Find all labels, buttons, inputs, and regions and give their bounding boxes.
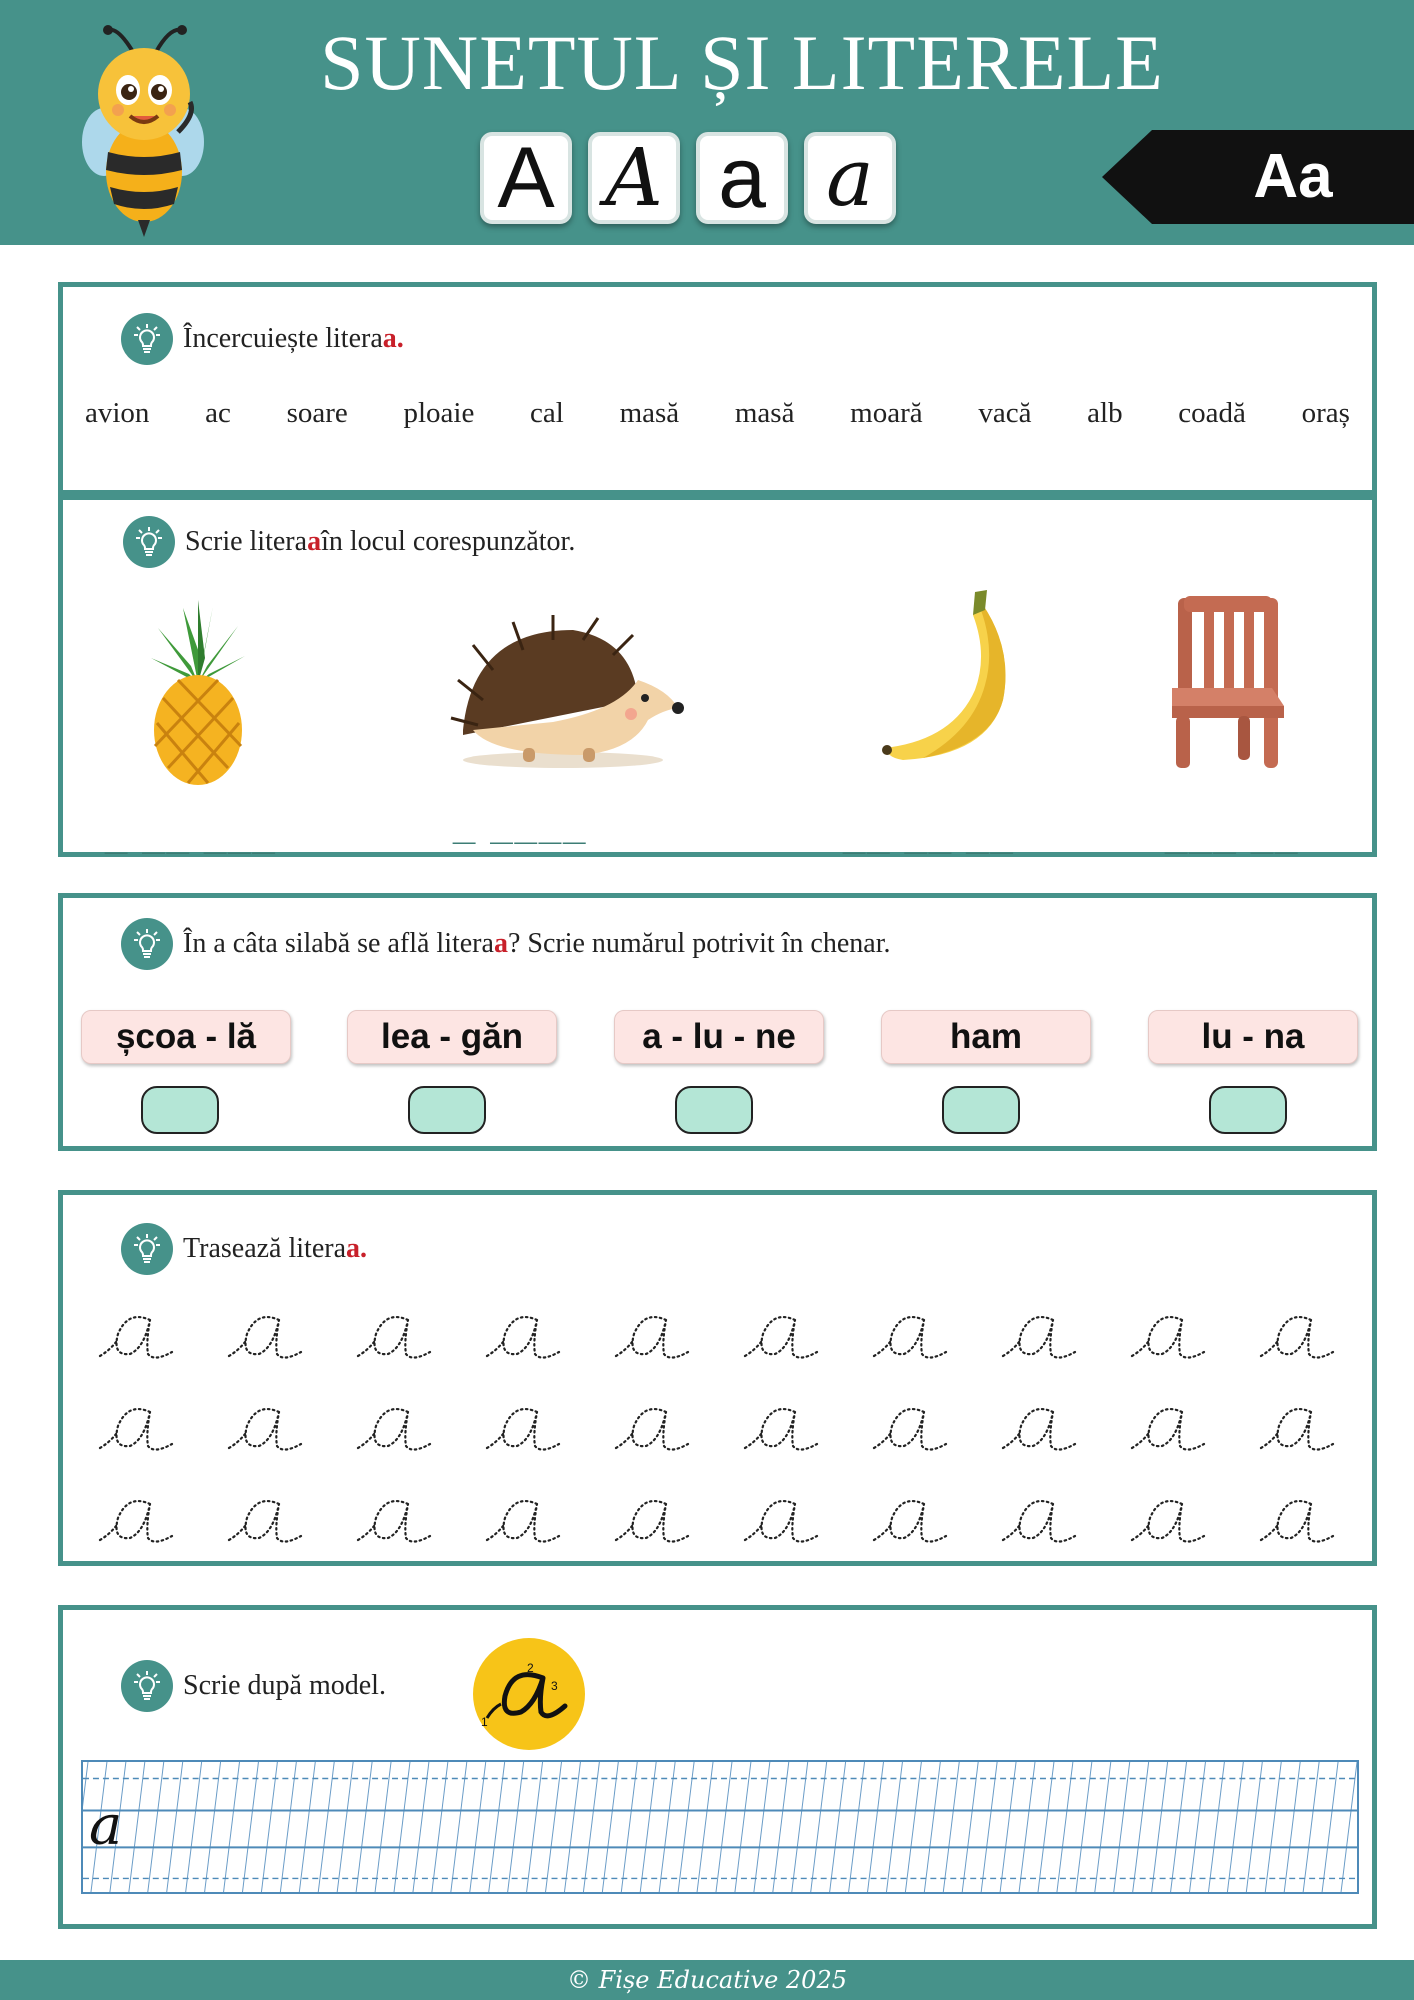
dotted-letter-icon bbox=[872, 1298, 952, 1368]
stroke-number: 1 bbox=[481, 1715, 488, 1729]
letter-tile-cursive-lower: a bbox=[804, 132, 896, 224]
banana-icon bbox=[863, 580, 1063, 780]
word-item[interactable]: alb bbox=[1087, 397, 1123, 429]
dotted-letter-icon bbox=[872, 1482, 952, 1552]
word-item[interactable]: coadă bbox=[1178, 397, 1246, 429]
trace-letter-cell[interactable] bbox=[73, 1287, 202, 1379]
letter-tile-print-lower: a bbox=[696, 132, 788, 224]
trace-letter-cell[interactable] bbox=[73, 1471, 202, 1563]
trace-letter-cell[interactable] bbox=[847, 1287, 976, 1379]
trace-letter-cell[interactable] bbox=[589, 1471, 718, 1563]
answer-dashes[interactable]: _ ____ bbox=[453, 804, 588, 848]
dotted-letter-icon bbox=[227, 1298, 307, 1368]
trace-letter-cell[interactable] bbox=[1105, 1287, 1234, 1379]
handwriting-lines[interactable] bbox=[81, 1760, 1359, 1894]
trace-letter-cell[interactable] bbox=[460, 1471, 589, 1563]
syllable-card: lu - na bbox=[1148, 1010, 1358, 1064]
letter-tile-cursive-upper: A bbox=[588, 132, 680, 224]
word-item[interactable]: ploaie bbox=[403, 397, 475, 429]
dotted-letter-icon bbox=[1130, 1390, 1210, 1460]
trace-letter-cell[interactable] bbox=[202, 1287, 331, 1379]
word-list bbox=[85, 397, 1350, 430]
trace-letter-cell[interactable] bbox=[718, 1379, 847, 1471]
letter-tab bbox=[1102, 130, 1414, 224]
letter-tile-print-upper: A bbox=[480, 132, 572, 224]
dotted-letter-icon bbox=[743, 1482, 823, 1552]
page-title: SUNETUL ȘI LITERELE bbox=[320, 19, 1164, 106]
word-item[interactable]: ac bbox=[205, 397, 231, 429]
lightbulb-icon bbox=[121, 313, 173, 365]
number-answer-box[interactable] bbox=[675, 1086, 753, 1134]
trace-letter-cell[interactable] bbox=[1105, 1379, 1234, 1471]
trace-letter-cell[interactable] bbox=[589, 1287, 718, 1379]
trace-letter-cell[interactable] bbox=[718, 1287, 847, 1379]
dotted-letter-icon bbox=[1001, 1298, 1081, 1368]
trace-letter-cell[interactable] bbox=[589, 1379, 718, 1471]
syllable-card: școa - lă bbox=[81, 1010, 291, 1064]
number-answer-box[interactable] bbox=[1209, 1086, 1287, 1134]
answer-dashes[interactable]: _ __ ___ bbox=[105, 814, 277, 858]
section2-instruction: Scrie litera a în locul corespunzător. bbox=[123, 516, 575, 568]
model-letter-stroke-icon bbox=[473, 1638, 585, 1750]
section4-instruction: Trasează litera a. bbox=[121, 1223, 367, 1275]
word-item[interactable]: oraș bbox=[1301, 397, 1350, 429]
dotted-letter-icon bbox=[614, 1482, 694, 1552]
trace-letter-cell[interactable] bbox=[202, 1379, 331, 1471]
word-item[interactable]: cal bbox=[530, 397, 564, 429]
chair-icon bbox=[1168, 588, 1288, 768]
trace-letter-cell[interactable] bbox=[1234, 1379, 1363, 1471]
section-circle-letter bbox=[58, 282, 1377, 495]
trace-letter-cell[interactable] bbox=[1234, 1471, 1363, 1563]
dotted-letter-icon bbox=[485, 1390, 565, 1460]
dotted-letter-icon bbox=[98, 1298, 178, 1368]
dotted-letter-icon bbox=[1259, 1390, 1339, 1460]
dotted-letter-icon bbox=[1001, 1482, 1081, 1552]
dotted-letter-icon bbox=[872, 1390, 952, 1460]
section1-instruction-text: Încercuiește litera bbox=[183, 323, 383, 354]
pineapple-icon bbox=[143, 598, 253, 788]
section-trace-letter bbox=[58, 1190, 1377, 1566]
dotted-letter-icon bbox=[98, 1390, 178, 1460]
trace-letter-cell[interactable] bbox=[976, 1471, 1105, 1563]
footer-copyright: © Fișe Educative 2025 bbox=[567, 1966, 847, 1994]
section1-instruction-letter: a. bbox=[382, 323, 404, 354]
trace-letter-cell[interactable] bbox=[976, 1287, 1105, 1379]
trace-letter-cell[interactable] bbox=[847, 1471, 976, 1563]
syllable-card: a - lu - ne bbox=[614, 1010, 824, 1064]
footer bbox=[0, 1960, 1414, 2000]
answer-dashes[interactable]: ___ __ bbox=[1165, 814, 1300, 858]
number-answer-box[interactable] bbox=[942, 1086, 1020, 1134]
stroke-number: 2 bbox=[527, 1661, 534, 1675]
word-item[interactable]: vacă bbox=[978, 397, 1032, 429]
dotted-letter-icon bbox=[98, 1482, 178, 1552]
trace-letter-cell[interactable] bbox=[331, 1471, 460, 1563]
section-copy-model bbox=[58, 1605, 1377, 1929]
dotted-letter-icon bbox=[1001, 1390, 1081, 1460]
dotted-letter-icon bbox=[227, 1482, 307, 1552]
trace-letter-cell[interactable] bbox=[847, 1379, 976, 1471]
trace-letter-cell[interactable] bbox=[460, 1379, 589, 1471]
trace-letter-cell[interactable] bbox=[460, 1287, 589, 1379]
number-answer-box[interactable] bbox=[141, 1086, 219, 1134]
trace-letter-cell[interactable] bbox=[331, 1287, 460, 1379]
dotted-letter-icon bbox=[743, 1390, 823, 1460]
section-syllables bbox=[58, 893, 1377, 1151]
trace-letter-cell[interactable] bbox=[202, 1471, 331, 1563]
word-item[interactable]: soare bbox=[286, 397, 348, 429]
trace-grid bbox=[73, 1287, 1363, 1567]
header-banner bbox=[0, 0, 1414, 245]
number-answer-box[interactable] bbox=[408, 1086, 486, 1134]
trace-letter-cell[interactable] bbox=[73, 1379, 202, 1471]
dotted-letter-icon bbox=[356, 1482, 436, 1552]
trace-letter-cell[interactable] bbox=[718, 1471, 847, 1563]
lightbulb-icon bbox=[121, 918, 173, 970]
dotted-letter-icon bbox=[356, 1390, 436, 1460]
word-item[interactable]: masă bbox=[619, 397, 680, 429]
word-item[interactable]: avion bbox=[85, 397, 150, 429]
dotted-letter-icon bbox=[485, 1482, 565, 1552]
letter-tiles bbox=[480, 132, 896, 224]
trace-letter-cell[interactable] bbox=[976, 1379, 1105, 1471]
dotted-letter-icon bbox=[1130, 1298, 1210, 1368]
syllable-card: lea - găn bbox=[347, 1010, 557, 1064]
dotted-letter-icon bbox=[614, 1390, 694, 1460]
model-letter-badge bbox=[473, 1638, 585, 1750]
dotted-letter-icon bbox=[1259, 1298, 1339, 1368]
word-item[interactable]: masă bbox=[734, 397, 795, 429]
letter-tab-label: Aa bbox=[1253, 142, 1333, 211]
section3-instruction: În a câta silabă se află litera a ? Scrie numărul potrivit în chenar. bbox=[121, 918, 891, 970]
lightbulb-icon bbox=[121, 1223, 173, 1275]
lightbulb-icon bbox=[123, 516, 175, 568]
section1-instruction bbox=[121, 313, 404, 365]
dotted-letter-icon bbox=[614, 1298, 694, 1368]
lightbulb-icon bbox=[121, 1660, 173, 1712]
stroke-number: 3 bbox=[551, 1679, 558, 1693]
dotted-letter-icon bbox=[356, 1298, 436, 1368]
model-letter-sample: a bbox=[88, 1793, 123, 1857]
dotted-letter-icon bbox=[1259, 1482, 1339, 1552]
answer-dashes[interactable]: __ __ __ bbox=[843, 814, 1015, 858]
syllable-card: ham bbox=[881, 1010, 1091, 1064]
dotted-letter-icon bbox=[227, 1390, 307, 1460]
trace-letter-cell[interactable] bbox=[331, 1379, 460, 1471]
dotted-letter-icon bbox=[1130, 1482, 1210, 1552]
dotted-letter-icon bbox=[743, 1298, 823, 1368]
dotted-letter-icon bbox=[485, 1298, 565, 1368]
trace-letter-cell[interactable] bbox=[1105, 1471, 1234, 1563]
section-write-letter bbox=[58, 495, 1377, 857]
hedgehog-icon bbox=[433, 610, 703, 770]
trace-letter-cell[interactable] bbox=[1234, 1287, 1363, 1379]
word-item[interactable]: moară bbox=[850, 397, 923, 429]
section5-instruction: Scrie după model. bbox=[121, 1660, 386, 1712]
